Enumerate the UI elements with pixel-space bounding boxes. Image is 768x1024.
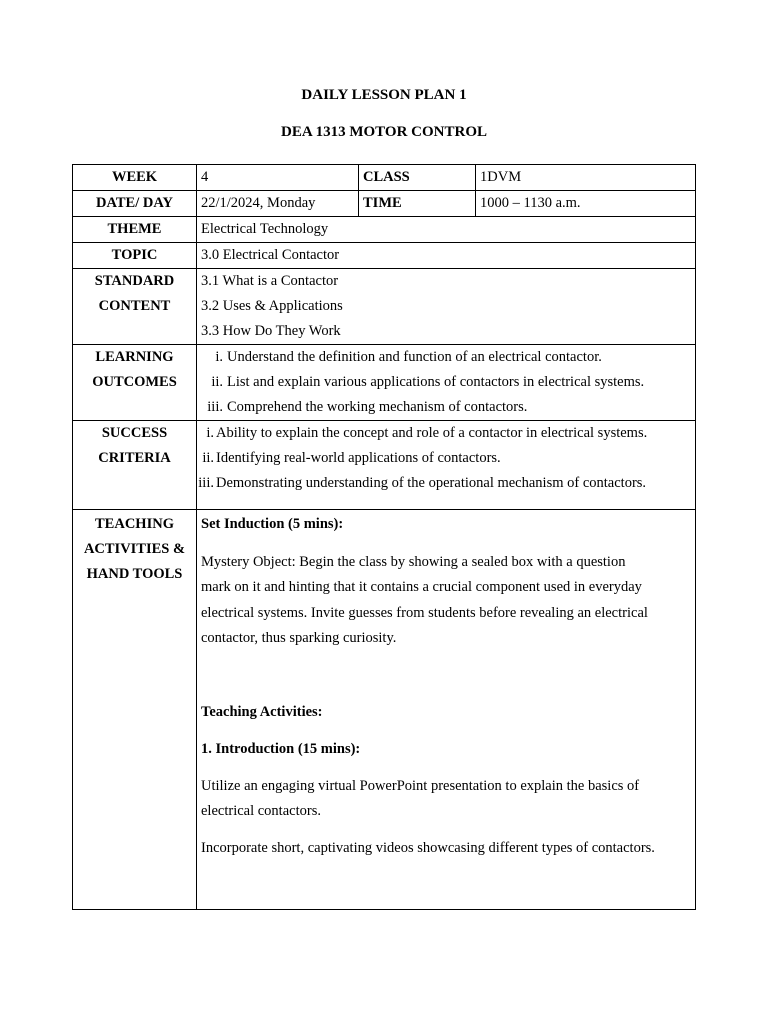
set-induction-line: Mystery Object: Begin the class by showing a sealed box with a question: [201, 553, 626, 570]
standard-content-label: STANDARD CONTENT: [73, 269, 197, 345]
week-label: WEEK: [73, 165, 197, 191]
outcome-item: i. Understand the definition and function of an electrical contactor.: [215, 349, 602, 365]
outcome-item: ii. List and explain various applications of contactors in electrical systems.: [211, 374, 645, 390]
teaching-activities-content: [197, 510, 696, 910]
set-induction-line: electrical systems. Invite guesses from students before revealing an electrical: [201, 604, 648, 621]
time-value: 1000 – 1130 a.m.: [476, 191, 696, 217]
class-label: CLASS: [359, 165, 476, 191]
class-value: 1DVM: [476, 165, 696, 191]
standard-content-list: [197, 269, 696, 345]
topic-value: 3.0 Electrical Contactor: [197, 243, 696, 269]
row-teaching-activities: [73, 510, 696, 910]
date-value: 22/1/2024, Monday: [197, 191, 359, 217]
row-topic: [73, 243, 696, 269]
standard-item: 3.2 Uses & Applications: [201, 298, 343, 314]
lesson-plan-table: [72, 164, 696, 910]
learning-outcomes-label: LEARNING OUTCOMES: [73, 345, 197, 421]
standard-item: 3.1 What is a Contactor: [201, 273, 339, 289]
theme-value: Electrical Technology: [197, 217, 696, 243]
theme-label: THEME: [73, 217, 197, 243]
row-week-class: [73, 165, 696, 191]
topic-label: TOPIC: [73, 243, 197, 269]
set-induction-heading: Set Induction (5 mins):: [201, 516, 344, 532]
criteria-item: ii. Identifying real-world applications of contactors.: [202, 450, 501, 466]
document-title: DAILY LESSON PLAN 1: [301, 87, 467, 103]
criteria-item: i. Ability to explain the concept and role of a contactor in electrical systems.: [206, 425, 648, 441]
criteria-item: iii. Demonstrating understanding of the operational mechanism of contactors.: [198, 475, 647, 491]
row-date-time: [73, 191, 696, 217]
teaching-activities-heading: Teaching Activities:: [201, 703, 323, 720]
success-criteria-label: SUCCESS CRITERIA: [73, 421, 197, 510]
success-criteria-list: [197, 421, 696, 510]
outcome-item: iii. Comprehend the working mechanism of contactors.: [207, 399, 528, 415]
course-title: DEA 1313 MOTOR CONTROL: [281, 124, 487, 140]
row-success-criteria: [73, 421, 696, 510]
standard-item: 3.3 How Do They Work: [201, 323, 341, 339]
introduction-line: Utilize an engaging virtual PowerPoint presentation to explain the basics of: [201, 777, 640, 794]
date-label: DATE/ DAY: [73, 191, 197, 217]
videos-line: Incorporate short, captivating videos showcasing different types of contactors.: [201, 839, 655, 856]
row-standard-content: [73, 269, 696, 345]
week-value: 4: [197, 165, 359, 191]
learning-outcomes-list: [197, 345, 696, 421]
row-theme: [73, 217, 696, 243]
time-label: TIME: [359, 191, 476, 217]
row-learning-outcomes: [73, 345, 696, 421]
set-induction-line: mark on it and hinting that it contains a crucial component used in everyday: [201, 579, 642, 595]
set-induction-line: contactor, thus sparking curiosity.: [201, 630, 397, 646]
teaching-activities-label: TEACHING ACTIVITIES & HAND TOOLS: [73, 510, 197, 910]
introduction-heading: 1. Introduction (15 mins):: [201, 741, 361, 757]
introduction-line: electrical contactors.: [201, 803, 321, 819]
